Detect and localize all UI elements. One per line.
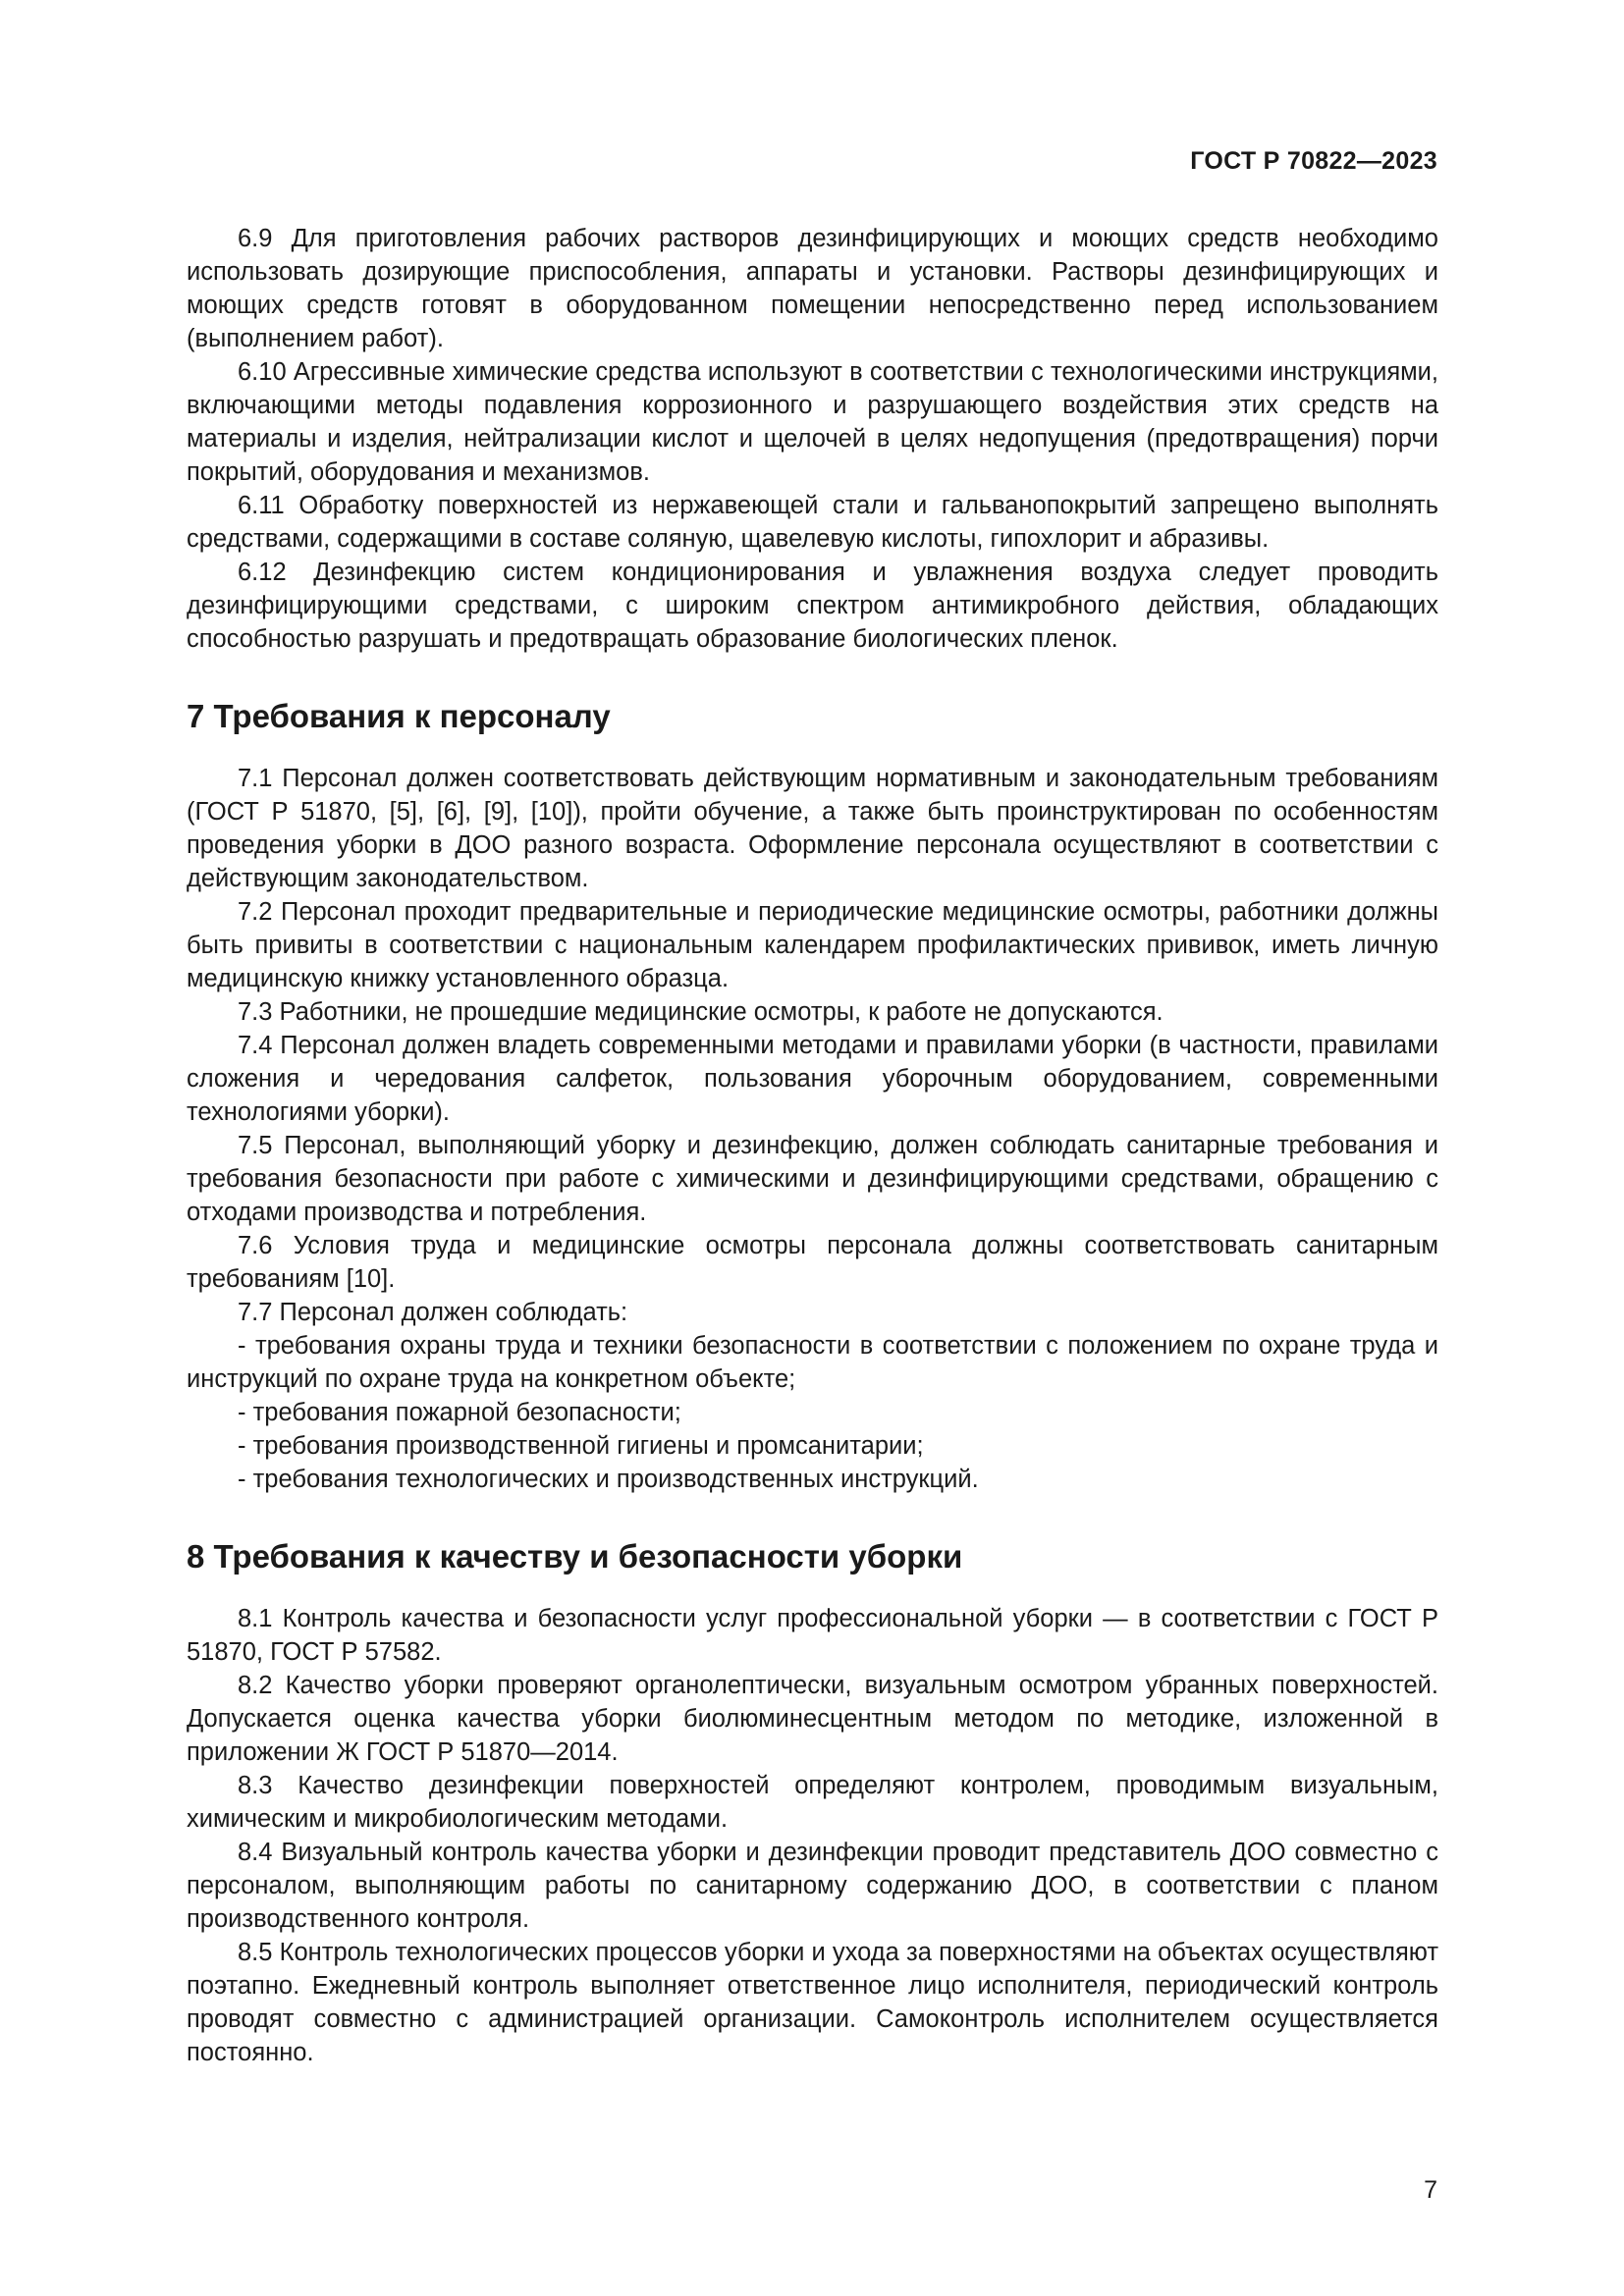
- paragraph: 7.7 Персонал должен соблюдать:: [238, 1299, 628, 1326]
- section-heading: 8 Требования к качеству и безопасности уборки: [187, 1538, 963, 1575]
- paragraph: 8.2 Качество уборки проверяют органолептически, визуальным осмотром убранных поверхностей. Допускается оценка качества уборки биолюминесцентным методом по методике, изложенной в приложении Ж ГОСТ Р 51870—2014.: [187, 1672, 1438, 1766]
- list-item: - требования технологических и производственных инструкций.: [238, 1466, 979, 1493]
- paragraph: 8.1 Контроль качества и безопасности услуг профессиональной уборки — в соответствии с ГОСТ Р 51870, ГОСТ Р 57582.: [187, 1605, 1438, 1666]
- paragraph: 8.5 Контроль технологических процессов уборки и ухода за поверхностями на объектах осуществляют поэтапно. Ежедневный контроль выполняет ответственное лицо исполнителя, периодический контроль проводят совместно с администрацией организации. Самоконтроль исполнителем осуществляется постоянно.: [187, 1939, 1438, 2066]
- paragraph: 6.10 Агрессивные химические средства используют в соответствии с технологическими инструкциями, включающими методы подавления коррозионного и разрушающего воздействия этих средств на материалы и изделия, нейтрализации кислот и щелочей в целях недопущения (предотвращения) порчи покрытий, оборудования и механизмов.: [187, 358, 1438, 486]
- paragraph: 7.3 Работники, не прошедшие медицинские осмотры, к работе не допускаются.: [238, 998, 1164, 1026]
- paragraph: 7.1 Персонал должен соответствовать действующим нормативным и законодательным требованиям (ГОСТ Р 51870, [5], [6], [9], [10]), пройти обучение, а также быть проинструктирован по особенностям проведения уборки в ДОО разного возраста. Оформление персонала осуществляют в соответствии с действующим законодательством.: [187, 765, 1438, 892]
- list-item: - требования производственной гигиены и промсанитарии;: [238, 1432, 924, 1460]
- page-number: 7: [1424, 2176, 1437, 2204]
- document-standard-header: ГОСТ Р 70822—2023: [1190, 147, 1437, 175]
- paragraph: 7.2 Персонал проходит предварительные и периодические медицинские осмотры, работники должны быть привиты в соответствии с национальным календарем профилактических прививок, иметь личную медицинскую книжку установленного образца.: [187, 898, 1438, 992]
- paragraph: 6.12 Дезинфекцию систем кондиционирования и увлажнения воздуха следует проводить дезинфицирующими средствами, с широким спектром антимикробного действия, обладающих способностью разрушать и предотвращать образование биологических пленок.: [187, 559, 1438, 653]
- paragraph: 6.9 Для приготовления рабочих растворов дезинфицирующих и моющих средств необходимо использовать дозирующие приспособления, аппараты и установки. Растворы дезинфицирующих и моющих средств готовят в оборудованном помещении непосредственно перед использованием (выполнением работ).: [187, 225, 1438, 352]
- paragraph: 7.4 Персонал должен владеть современными методами и правилами уборки (в частности, правилами сложения и чередования салфеток, пользования уборочным оборудованием, современными технологиями уборки).: [187, 1032, 1438, 1126]
- paragraph: 7.5 Персонал, выполняющий уборку и дезинфекцию, должен соблюдать санитарные требования и требования безопасности при работе с химическими и дезинфицирующими средствами, обращению с отходами производства и потребления.: [187, 1132, 1438, 1226]
- paragraph: 8.4 Визуальный контроль качества уборки и дезинфекции проводит представитель ДОО совместно с персоналом, выполняющим работы по санитарному содержанию ДОО, в соответствии с планом производственного контроля.: [187, 1839, 1438, 1933]
- paragraph: 8.3 Качество дезинфекции поверхностей определяют контролем, проводимым визуальным, химическим и микробиологическим методами.: [187, 1772, 1438, 1833]
- list-item: - требования пожарной безопасности;: [238, 1399, 681, 1426]
- list-item: - требования охраны труда и техники безопасности в соответствии с положением по охране труда и инструкций по охране труда на конкретном объекте;: [187, 1332, 1438, 1393]
- paragraph: 7.6 Условия труда и медицинские осмотры персонала должны соответствовать санитарным требованиям [10].: [187, 1232, 1438, 1293]
- paragraph: 6.11 Обработку поверхностей из нержавеющей стали и гальванопокрытий запрещено выполнять средствами, содержащими в составе соляную, щавелевую кислоты, гипохлорит и абразивы.: [187, 492, 1438, 553]
- section-heading: 7 Требования к персоналу: [187, 698, 611, 734]
- document-body: [187, 222, 1438, 2069]
